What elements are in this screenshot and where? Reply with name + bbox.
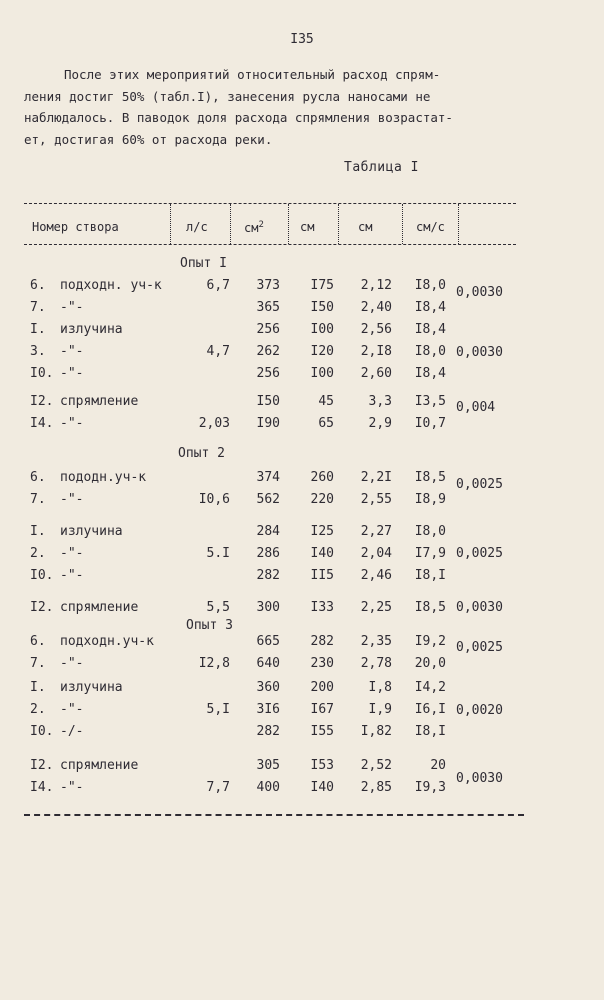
cell-q: I2,8 — [198, 656, 230, 671]
cell-b: I40 — [310, 546, 334, 561]
cell-num: I. — [30, 524, 46, 539]
header-width: см — [300, 220, 315, 234]
table-top-rule — [24, 203, 516, 204]
cell-v: I8,5 — [414, 470, 446, 485]
cell-v: I6,I — [414, 702, 446, 717]
cell-a: 262 — [256, 344, 280, 359]
cell-name: -"- — [60, 366, 84, 381]
cell-num: 6. — [30, 470, 46, 485]
cell-slope: 0,0025 — [456, 546, 503, 561]
cell-slope: 0,0030 — [456, 600, 503, 615]
cell-h: 2,2I — [360, 470, 392, 485]
cell-h: 2,46 — [360, 568, 392, 583]
header-area — [244, 220, 264, 235]
cell-b: I20 — [310, 344, 334, 359]
cell-h: 2,40 — [360, 300, 392, 315]
cell-v: I8,4 — [414, 322, 446, 337]
cell-b: I33 — [310, 600, 334, 615]
cell-name: спрямление — [60, 600, 139, 615]
cell-a: 365 — [256, 300, 280, 315]
cell-b: I53 — [310, 758, 334, 773]
cell-b: 282 — [310, 634, 334, 649]
cell-v: I8,5 — [414, 600, 446, 615]
cell-h: 2,78 — [360, 656, 392, 671]
cell-name: -"- — [60, 416, 84, 431]
cell-b: I75 — [310, 278, 334, 293]
cell-a: 282 — [256, 724, 280, 739]
header-discharge: л/с — [186, 220, 208, 234]
cell-b: I00 — [310, 366, 334, 381]
cell-name: -"- — [60, 492, 84, 507]
cell-a: 360 — [256, 680, 280, 695]
cell-name: -"- — [60, 344, 84, 359]
cell-b: I00 — [310, 322, 334, 337]
cell-num: I0. — [30, 568, 54, 583]
cell-a: 400 — [256, 780, 280, 795]
cell-num: I. — [30, 680, 46, 695]
cell-a: 373 — [256, 278, 280, 293]
cell-q: 5,5 — [206, 600, 230, 615]
cell-name: излучина — [60, 680, 123, 695]
cell-num: 7. — [30, 300, 46, 315]
cell-b: 65 — [318, 416, 334, 431]
cell-num: I4. — [30, 780, 54, 795]
body-paragraph — [24, 64, 494, 150]
cell-num: 2. — [30, 702, 46, 717]
cell-v: I8,0 — [414, 524, 446, 539]
column-separator — [402, 204, 403, 244]
cell-name: подходн.уч-к — [60, 634, 154, 649]
cell-a: 284 — [256, 524, 280, 539]
cell-h: 2,55 — [360, 492, 392, 507]
cell-b: 220 — [310, 492, 334, 507]
column-separator — [288, 204, 289, 244]
cell-q: 2,03 — [198, 416, 230, 431]
cell-q: 5,I — [206, 702, 230, 717]
cell-name: излучина — [60, 322, 123, 337]
header-depth: см — [358, 220, 373, 234]
header-area-sup: 2 — [258, 220, 264, 230]
cell-name: -/- — [60, 724, 84, 739]
cell-slope: 0,0025 — [456, 640, 503, 655]
cell-a: 256 — [256, 366, 280, 381]
cell-v: I9,2 — [414, 634, 446, 649]
cell-h: 2,35 — [360, 634, 392, 649]
cell-name: спрямление — [60, 394, 139, 409]
cell-num: I2. — [30, 600, 54, 615]
cell-h: 2,25 — [360, 600, 392, 615]
header-area-unit: см — [244, 221, 259, 235]
cell-v: I8,I — [414, 568, 446, 583]
cell-v: I7,9 — [414, 546, 446, 561]
cell-q: 6,7 — [206, 278, 230, 293]
cell-a: 374 — [256, 470, 280, 485]
cell-name: пододн.уч-к — [60, 470, 147, 485]
cell-h: 2,I8 — [360, 344, 392, 359]
cell-b: I50 — [310, 300, 334, 315]
cell-slope: 0,0020 — [456, 703, 503, 718]
paragraph-line: ет, достигая 60% от расхода реки. — [24, 131, 273, 147]
cell-slope: 0,004 — [456, 400, 496, 415]
cell-b: 200 — [310, 680, 334, 695]
cell-num: I4. — [30, 416, 54, 431]
cell-h: 2,60 — [360, 366, 392, 381]
cell-name: -"- — [60, 656, 84, 671]
cell-num: I. — [30, 322, 46, 337]
cell-v: I8,0 — [414, 344, 446, 359]
cell-num: I0. — [30, 366, 54, 381]
cell-h: 2,27 — [360, 524, 392, 539]
cell-h: 2,04 — [360, 546, 392, 561]
cell-a: 3I6 — [256, 702, 280, 717]
paragraph-line: наблюдалось. В паводок доля расхода спрямления возрастат- — [24, 110, 453, 125]
cell-num: 6. — [30, 634, 46, 649]
header-station: Номер створа — [32, 220, 119, 234]
cell-slope: 0,0025 — [456, 477, 503, 492]
cell-v: 20,0 — [414, 656, 446, 671]
page-number: I35 — [290, 32, 314, 47]
cell-v: I3,5 — [414, 394, 446, 409]
cell-v: I8,I — [414, 724, 446, 739]
cell-h: I,82 — [360, 724, 392, 739]
cell-name: подходн. уч-к — [60, 278, 162, 293]
cell-num: I0. — [30, 724, 54, 739]
paragraph-line: ления достиг 50% (табл.I), занесения русла наносами не — [24, 88, 431, 104]
cell-name: излучина — [60, 524, 123, 539]
cell-v: 20 — [430, 758, 446, 773]
cell-name: -"- — [60, 780, 84, 795]
cell-a: 640 — [256, 656, 280, 671]
cell-h: 2,9 — [368, 416, 392, 431]
cell-v: I8,4 — [414, 366, 446, 381]
column-separator — [338, 204, 339, 244]
cell-v: I8,0 — [414, 278, 446, 293]
cell-v: I9,3 — [414, 780, 446, 795]
cell-b: I40 — [310, 780, 334, 795]
cell-num: I2. — [30, 758, 54, 773]
column-separator — [170, 204, 171, 244]
cell-b: II5 — [310, 568, 334, 583]
column-separator — [230, 204, 231, 244]
cell-b: 230 — [310, 656, 334, 671]
group-label: Опыт 3 — [186, 618, 233, 633]
cell-num: 2. — [30, 546, 46, 561]
cell-q: I0,6 — [198, 492, 230, 507]
cell-h: I,9 — [368, 702, 392, 717]
cell-a: 300 — [256, 600, 280, 615]
cell-v: I8,4 — [414, 300, 446, 315]
cell-a: 562 — [256, 492, 280, 507]
cell-slope: 0,0030 — [456, 771, 503, 786]
cell-h: 2,52 — [360, 758, 392, 773]
cell-num: 3. — [30, 344, 46, 359]
cell-h: 2,12 — [360, 278, 392, 293]
cell-a: 256 — [256, 322, 280, 337]
cell-q: 4,7 — [206, 344, 230, 359]
cell-q: 7,7 — [206, 780, 230, 795]
cell-slope: 0,0030 — [456, 345, 503, 360]
cell-v: I8,9 — [414, 492, 446, 507]
cell-q: 5.I — [206, 546, 230, 561]
cell-num: I2. — [30, 394, 54, 409]
cell-name: спрямление — [60, 758, 139, 773]
cell-a: 282 — [256, 568, 280, 583]
column-separator — [458, 204, 459, 244]
table-header-rule — [24, 244, 516, 245]
header-velocity: см/с — [416, 220, 445, 234]
table-caption: Таблица I — [344, 160, 419, 175]
cell-a: I90 — [256, 416, 280, 431]
bottom-dashed-rule — [24, 814, 524, 816]
cell-name: -"- — [60, 300, 84, 315]
cell-b: I25 — [310, 524, 334, 539]
cell-a: 305 — [256, 758, 280, 773]
cell-b: 260 — [310, 470, 334, 485]
cell-name: -"- — [60, 702, 84, 717]
cell-num: 7. — [30, 492, 46, 507]
cell-b: I67 — [310, 702, 334, 717]
cell-h: 3,3 — [368, 394, 392, 409]
cell-h: I,8 — [368, 680, 392, 695]
cell-a: I50 — [256, 394, 280, 409]
cell-name: -"- — [60, 546, 84, 561]
cell-v: I4,2 — [414, 680, 446, 695]
cell-slope: 0,0030 — [456, 285, 503, 300]
cell-b: I55 — [310, 724, 334, 739]
cell-a: 286 — [256, 546, 280, 561]
cell-h: 2,56 — [360, 322, 392, 337]
cell-num: 6. — [30, 278, 46, 293]
paragraph-line: После этих мероприятий относительный расход спрям- — [64, 67, 441, 82]
cell-v: I0,7 — [414, 416, 446, 431]
cell-b: 45 — [318, 394, 334, 409]
cell-a: 665 — [256, 634, 280, 649]
group-label: Опыт I — [180, 256, 227, 271]
cell-num: 7. — [30, 656, 46, 671]
cell-h: 2,85 — [360, 780, 392, 795]
group-label: Опыт 2 — [178, 446, 225, 461]
cell-name: -"- — [60, 568, 84, 583]
